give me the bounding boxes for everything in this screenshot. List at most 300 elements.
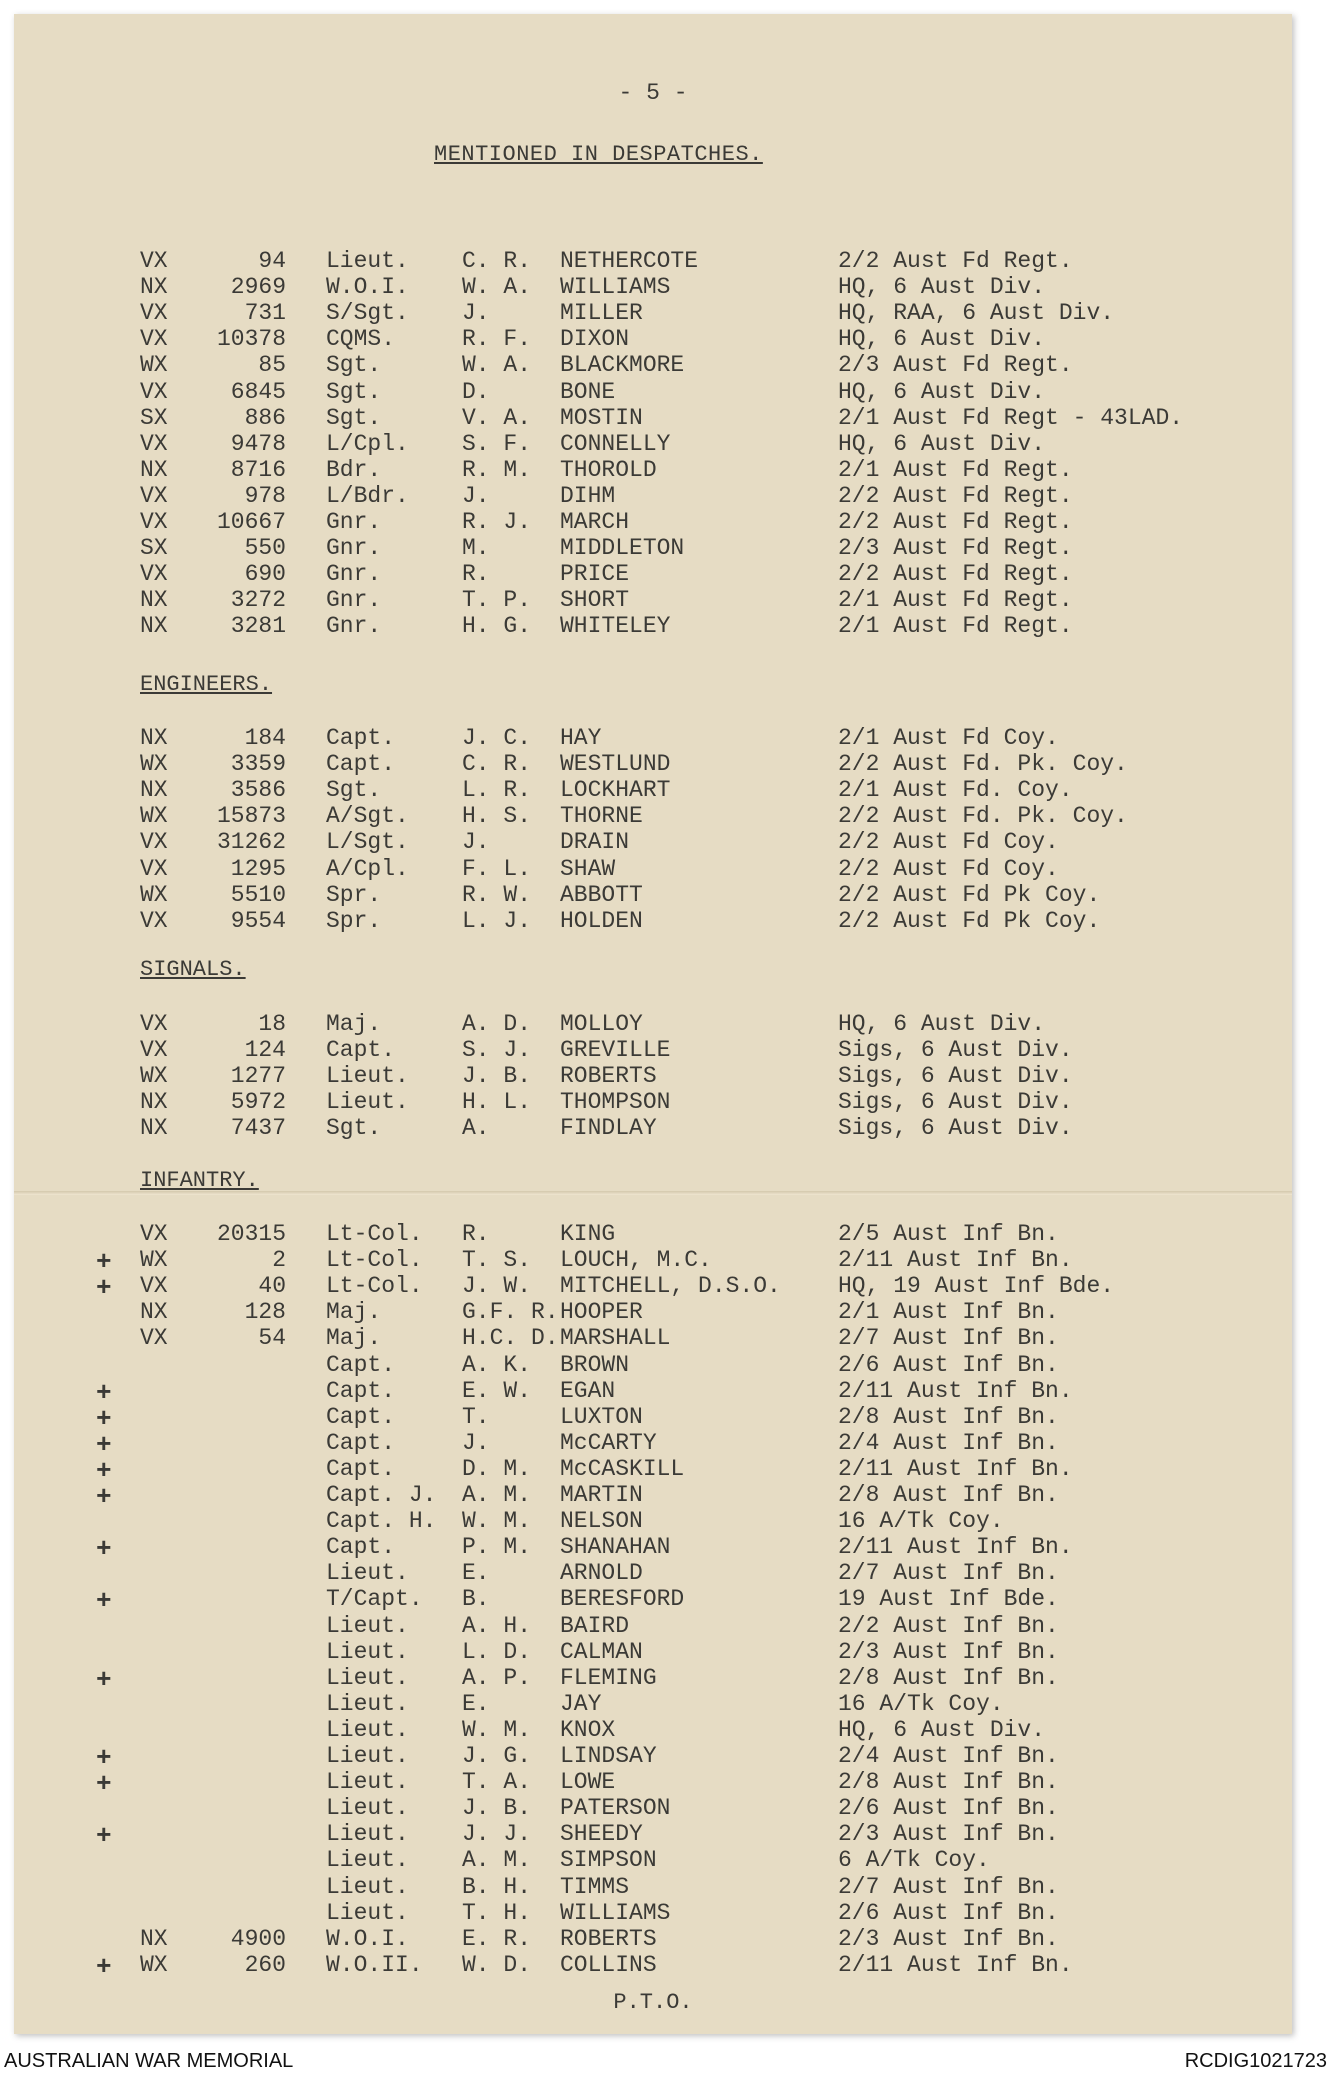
rank: Sgt. bbox=[326, 777, 382, 803]
initials: L. D. bbox=[462, 1639, 532, 1665]
surname: JAY bbox=[560, 1691, 602, 1717]
list-item bbox=[14, 613, 1292, 639]
service-prefix: VX bbox=[140, 431, 168, 457]
initials: E. bbox=[462, 1560, 490, 1586]
initials: S. J. bbox=[462, 1037, 532, 1063]
handwritten-cross-mark: + bbox=[96, 1482, 112, 1512]
list-item bbox=[14, 777, 1292, 803]
surname: MARSHALL bbox=[560, 1325, 671, 1351]
surname: WILLIAMS bbox=[560, 1900, 671, 1926]
surname: CONNELLY bbox=[560, 431, 671, 457]
handwritten-cross-mark: + bbox=[96, 1378, 112, 1408]
surname: KNOX bbox=[560, 1717, 616, 1743]
list-item bbox=[14, 379, 1292, 405]
handwritten-cross-mark: + bbox=[96, 1430, 112, 1460]
service-number: 10378 bbox=[216, 326, 286, 352]
unit: 2/3 Aust Fd Regt. bbox=[838, 352, 1073, 378]
list-item bbox=[14, 1378, 1292, 1408]
unit: 16 A/Tk Coy. bbox=[838, 1691, 1004, 1717]
list-item bbox=[14, 587, 1292, 613]
initials: R. bbox=[462, 1221, 490, 1247]
rank: Lieut. bbox=[326, 1560, 409, 1586]
service-prefix: NX bbox=[140, 1926, 168, 1952]
unit: 2/4 Aust Inf Bn. bbox=[838, 1430, 1059, 1456]
unit: 16 A/Tk Coy. bbox=[838, 1508, 1004, 1534]
initials: T. P. bbox=[462, 587, 532, 613]
handwritten-cross-mark: + bbox=[96, 1456, 112, 1486]
service-number: 3281 bbox=[230, 613, 286, 639]
service-number: 184 bbox=[244, 725, 286, 751]
unit: HQ, 6 Aust Div. bbox=[838, 431, 1046, 457]
rank: Lt-Col. bbox=[326, 1247, 423, 1273]
surname: DIXON bbox=[560, 326, 630, 352]
rank: Spr. bbox=[326, 882, 382, 908]
surname: DIHM bbox=[560, 483, 616, 509]
initials: V. A. bbox=[462, 405, 532, 431]
document-title: MENTIONED IN DESPATCHES. bbox=[434, 142, 763, 167]
rank: Capt. bbox=[326, 1378, 396, 1404]
surname: SHEEDY bbox=[560, 1821, 643, 1847]
initials: T. bbox=[462, 1404, 490, 1430]
service-number: 3272 bbox=[230, 587, 286, 613]
surname: TIMMS bbox=[560, 1874, 630, 1900]
initials: H. L. bbox=[462, 1089, 532, 1115]
initials: C. R. bbox=[462, 248, 532, 274]
rank: A/Cpl. bbox=[326, 856, 409, 882]
rank: Maj. bbox=[326, 1011, 382, 1037]
rank: L/Sgt. bbox=[326, 829, 409, 855]
service-prefix: NX bbox=[140, 457, 168, 483]
service-number: 5972 bbox=[230, 1089, 286, 1115]
unit: 2/7 Aust Inf Bn. bbox=[838, 1560, 1059, 1586]
list-item bbox=[14, 1352, 1292, 1378]
service-prefix: WX bbox=[140, 751, 168, 777]
service-number: 6845 bbox=[230, 379, 286, 405]
service-number: 85 bbox=[258, 352, 286, 378]
unit: 2/6 Aust Inf Bn. bbox=[838, 1900, 1059, 1926]
initials: E. W. bbox=[462, 1378, 532, 1404]
surname: BONE bbox=[560, 379, 616, 405]
initials: J. B. bbox=[462, 1063, 532, 1089]
list-item bbox=[14, 1325, 1292, 1351]
initials: R. F. bbox=[462, 326, 532, 352]
surname: MOSTIN bbox=[560, 405, 643, 431]
initials: A. K. bbox=[462, 1352, 532, 1378]
list-item bbox=[14, 248, 1292, 274]
surname: PRICE bbox=[560, 561, 630, 587]
unit: 2/4 Aust Inf Bn. bbox=[838, 1743, 1059, 1769]
unit: 2/3 Aust Fd Regt. bbox=[838, 535, 1073, 561]
rank: Gnr. bbox=[326, 613, 382, 639]
service-prefix: NX bbox=[140, 725, 168, 751]
initials: T. S. bbox=[462, 1247, 532, 1273]
surname: BROWN bbox=[560, 1352, 630, 1378]
surname: ROBERTS bbox=[560, 1926, 657, 1952]
rank: Capt. H. bbox=[326, 1508, 437, 1534]
surname: DRAIN bbox=[560, 829, 630, 855]
rank: Capt. bbox=[326, 1404, 396, 1430]
service-number: 5510 bbox=[230, 882, 286, 908]
rank: Sgt. bbox=[326, 1115, 382, 1141]
rank: Capt. bbox=[326, 725, 396, 751]
service-prefix: VX bbox=[140, 908, 168, 934]
rank: Bdr. bbox=[326, 457, 382, 483]
service-number: 128 bbox=[244, 1299, 286, 1325]
unit: HQ, 6 Aust Div. bbox=[838, 1717, 1046, 1743]
surname: BLACKMORE bbox=[560, 352, 685, 378]
surname: ABBOTT bbox=[560, 882, 643, 908]
handwritten-cross-mark: + bbox=[96, 1821, 112, 1851]
service-prefix: WX bbox=[140, 882, 168, 908]
list-item bbox=[14, 1404, 1292, 1434]
surname: WESTLUND bbox=[560, 751, 671, 777]
unit: 2/2 Aust Fd. Pk. Coy. bbox=[838, 751, 1128, 777]
list-item bbox=[14, 1743, 1292, 1773]
rank: Capt. bbox=[326, 751, 396, 777]
rank: W.O.I. bbox=[326, 1926, 409, 1952]
rank: Gnr. bbox=[326, 509, 382, 535]
surname: FINDLAY bbox=[560, 1115, 657, 1141]
service-number: 2969 bbox=[230, 274, 286, 300]
surname: NELSON bbox=[560, 1508, 643, 1534]
list-item bbox=[14, 1221, 1292, 1247]
rank: Lieut. bbox=[326, 1769, 409, 1795]
service-prefix: WX bbox=[140, 803, 168, 829]
unit: HQ, 6 Aust Div. bbox=[838, 326, 1046, 352]
initials: E. R. bbox=[462, 1926, 532, 1952]
section-heading: INFANTRY. bbox=[140, 1168, 259, 1193]
unit: 2/11 Aust Inf Bn. bbox=[838, 1378, 1073, 1404]
initials: J. C. bbox=[462, 725, 532, 751]
service-number: 3359 bbox=[230, 751, 286, 777]
service-number: 94 bbox=[258, 248, 286, 274]
rank: Lieut. bbox=[326, 1821, 409, 1847]
rank: A/Sgt. bbox=[326, 803, 409, 829]
list-item bbox=[14, 1900, 1292, 1926]
service-prefix: WX bbox=[140, 352, 168, 378]
surname: ROBERTS bbox=[560, 1063, 657, 1089]
list-item bbox=[14, 1299, 1292, 1325]
surname: SHAW bbox=[560, 856, 616, 882]
surname: MARCH bbox=[560, 509, 630, 535]
unit: 2/1 Aust Inf Bn. bbox=[838, 1299, 1059, 1325]
service-prefix: VX bbox=[140, 856, 168, 882]
service-number: 18 bbox=[258, 1011, 286, 1037]
surname: MARTIN bbox=[560, 1482, 643, 1508]
list-item bbox=[14, 725, 1292, 751]
unit: 2/1 Aust Fd Regt. bbox=[838, 587, 1073, 613]
surname: PATERSON bbox=[560, 1795, 671, 1821]
service-prefix: VX bbox=[140, 1011, 168, 1037]
list-item bbox=[14, 1011, 1292, 1037]
initials: W. M. bbox=[462, 1717, 532, 1743]
initials: L. R. bbox=[462, 777, 532, 803]
list-item bbox=[14, 509, 1292, 535]
list-item bbox=[14, 856, 1292, 882]
surname: WHITELEY bbox=[560, 613, 671, 639]
rank: Lieut. bbox=[326, 1063, 409, 1089]
handwritten-cross-mark: + bbox=[96, 1769, 112, 1799]
unit: 2/3 Aust Inf Bn. bbox=[838, 1926, 1059, 1952]
unit: Sigs, 6 Aust Div. bbox=[838, 1115, 1073, 1141]
please-turn-over: P.T.O. bbox=[613, 1990, 693, 2015]
unit: 2/2 Aust Fd Pk Coy. bbox=[838, 908, 1101, 934]
initials: A. P. bbox=[462, 1665, 532, 1691]
list-item bbox=[14, 274, 1292, 300]
list-item bbox=[14, 1847, 1292, 1873]
service-number: 2 bbox=[272, 1247, 286, 1273]
list-item bbox=[14, 1613, 1292, 1639]
rank: Maj. bbox=[326, 1325, 382, 1351]
service-number: 7437 bbox=[230, 1115, 286, 1141]
service-prefix: WX bbox=[140, 1952, 168, 1978]
initials: D. bbox=[462, 379, 490, 405]
initials: H. S. bbox=[462, 803, 532, 829]
list-item bbox=[14, 1115, 1292, 1141]
service-number: 40 bbox=[258, 1273, 286, 1299]
initials: W. D. bbox=[462, 1952, 532, 1978]
unit: 2/3 Aust Inf Bn. bbox=[838, 1821, 1059, 1847]
rank: W.O.I. bbox=[326, 274, 409, 300]
service-number: 260 bbox=[244, 1952, 286, 1978]
rank: Capt. bbox=[326, 1037, 396, 1063]
unit: 2/6 Aust Inf Bn. bbox=[838, 1795, 1059, 1821]
rank: Lieut. bbox=[326, 1639, 409, 1665]
service-prefix: VX bbox=[140, 483, 168, 509]
section-heading: ENGINEERS. bbox=[140, 672, 273, 697]
list-item bbox=[14, 1586, 1292, 1616]
surname: NETHERCOTE bbox=[560, 248, 699, 274]
list-item bbox=[14, 1952, 1292, 1982]
service-number: 731 bbox=[244, 300, 286, 326]
initials: W. A. bbox=[462, 352, 532, 378]
surname: SIMPSON bbox=[560, 1847, 657, 1873]
service-prefix: NX bbox=[140, 1089, 168, 1115]
rank: Capt. bbox=[326, 1456, 396, 1482]
list-item bbox=[14, 405, 1292, 431]
initials: F. L. bbox=[462, 856, 532, 882]
section-heading: SIGNALS. bbox=[140, 957, 246, 982]
initials: D. M. bbox=[462, 1456, 532, 1482]
list-item bbox=[14, 1430, 1292, 1460]
initials: E. bbox=[462, 1691, 490, 1717]
unit: 2/2 Aust Fd Regt. bbox=[838, 483, 1073, 509]
unit: 2/5 Aust Inf Bn. bbox=[838, 1221, 1059, 1247]
list-item bbox=[14, 1456, 1292, 1486]
list-item bbox=[14, 561, 1292, 587]
service-number: 550 bbox=[244, 535, 286, 561]
list-item bbox=[14, 882, 1292, 908]
surname: LOWE bbox=[560, 1769, 616, 1795]
list-item bbox=[14, 1769, 1292, 1799]
initials: G.F. R. bbox=[462, 1299, 559, 1325]
rank: Maj. bbox=[326, 1299, 382, 1325]
surname: HOOPER bbox=[560, 1299, 643, 1325]
rank: Capt. J. bbox=[326, 1482, 437, 1508]
initials: J. W. bbox=[462, 1273, 532, 1299]
service-prefix: VX bbox=[140, 561, 168, 587]
unit: 2/2 Aust Fd Coy. bbox=[838, 829, 1059, 855]
unit: 2/6 Aust Inf Bn. bbox=[838, 1352, 1059, 1378]
list-item bbox=[14, 1482, 1292, 1512]
service-number: 978 bbox=[244, 483, 286, 509]
list-item bbox=[14, 803, 1292, 829]
rank: CQMS. bbox=[326, 326, 396, 352]
rank: Sgt. bbox=[326, 405, 382, 431]
surname: MILLER bbox=[560, 300, 643, 326]
unit: Sigs, 6 Aust Div. bbox=[838, 1089, 1073, 1115]
surname: THOROLD bbox=[560, 457, 657, 483]
unit: 2/1 Aust Fd Coy. bbox=[838, 725, 1059, 751]
unit: 2/8 Aust Inf Bn. bbox=[838, 1482, 1059, 1508]
list-item bbox=[14, 1665, 1292, 1695]
surname: MITCHELL, D.S.O. bbox=[560, 1273, 781, 1299]
rank: Lieut. bbox=[326, 1717, 409, 1743]
rank: Sgt. bbox=[326, 379, 382, 405]
service-prefix: WX bbox=[140, 1063, 168, 1089]
rank: Lieut. bbox=[326, 1900, 409, 1926]
service-number: 3586 bbox=[230, 777, 286, 803]
list-item bbox=[14, 457, 1292, 483]
list-item bbox=[14, 1874, 1292, 1900]
rank: Lieut. bbox=[326, 1847, 409, 1873]
rank: Gnr. bbox=[326, 535, 382, 561]
service-number: 54 bbox=[258, 1325, 286, 1351]
unit: 2/2 Aust Fd Regt. bbox=[838, 561, 1073, 587]
footer-record-id: RCDIG1021723 bbox=[1184, 2050, 1327, 2072]
rank: S/Sgt. bbox=[326, 300, 409, 326]
page-number: - 5 - bbox=[618, 80, 688, 106]
initials: L. J. bbox=[462, 908, 532, 934]
initials: C. R. bbox=[462, 751, 532, 777]
handwritten-cross-mark: + bbox=[96, 1534, 112, 1564]
rank: Sgt. bbox=[326, 352, 382, 378]
surname: McCASKILL bbox=[560, 1456, 685, 1482]
list-item bbox=[14, 1821, 1292, 1851]
initials: J. bbox=[462, 483, 490, 509]
service-prefix: NX bbox=[140, 1115, 168, 1141]
initials: A. M. bbox=[462, 1847, 532, 1873]
list-item bbox=[14, 1534, 1292, 1564]
unit: 6 A/Tk Coy. bbox=[838, 1847, 990, 1873]
surname: KING bbox=[560, 1221, 616, 1247]
unit: Sigs, 6 Aust Div. bbox=[838, 1037, 1073, 1063]
unit: 19 Aust Inf Bde. bbox=[838, 1586, 1059, 1612]
handwritten-cross-mark: + bbox=[96, 1273, 112, 1303]
list-item bbox=[14, 431, 1292, 457]
surname: HOLDEN bbox=[560, 908, 643, 934]
surname: SHORT bbox=[560, 587, 630, 613]
surname: THOMPSON bbox=[560, 1089, 671, 1115]
service-prefix: NX bbox=[140, 587, 168, 613]
service-prefix: NX bbox=[140, 613, 168, 639]
service-number: 31262 bbox=[216, 829, 286, 855]
surname: LOUCH, M.C. bbox=[560, 1247, 712, 1273]
service-prefix: NX bbox=[140, 777, 168, 803]
list-item bbox=[14, 1089, 1292, 1115]
unit: HQ, RAA, 6 Aust Div. bbox=[838, 300, 1115, 326]
initials: J. J. bbox=[462, 1821, 532, 1847]
rank: L/Bdr. bbox=[326, 483, 409, 509]
list-item bbox=[14, 326, 1292, 352]
rank: Lieut. bbox=[326, 1613, 409, 1639]
rank: Capt. bbox=[326, 1430, 396, 1456]
initials: W. M. bbox=[462, 1508, 532, 1534]
service-number: 8716 bbox=[230, 457, 286, 483]
initials: J. bbox=[462, 1430, 490, 1456]
surname: HAY bbox=[560, 725, 602, 751]
list-item bbox=[14, 1926, 1292, 1952]
rank: Lieut. bbox=[326, 1795, 409, 1821]
unit: 2/11 Aust Inf Bn. bbox=[838, 1534, 1073, 1560]
initials: T. H. bbox=[462, 1900, 532, 1926]
handwritten-cross-mark: + bbox=[96, 1586, 112, 1616]
service-number: 690 bbox=[244, 561, 286, 587]
list-item bbox=[14, 1273, 1292, 1303]
service-prefix: SX bbox=[140, 535, 168, 561]
service-prefix: VX bbox=[140, 1037, 168, 1063]
service-number: 9554 bbox=[230, 908, 286, 934]
unit: 2/2 Aust Fd. Pk. Coy. bbox=[838, 803, 1128, 829]
unit: 2/11 Aust Inf Bn. bbox=[838, 1952, 1073, 1978]
service-prefix: VX bbox=[140, 248, 168, 274]
service-prefix: VX bbox=[140, 829, 168, 855]
unit: 2/1 Aust Fd Regt. bbox=[838, 613, 1073, 639]
unit: 2/7 Aust Inf Bn. bbox=[838, 1874, 1059, 1900]
surname: McCARTY bbox=[560, 1430, 657, 1456]
rank: Lieut. bbox=[326, 248, 409, 274]
initials: R. J. bbox=[462, 509, 532, 535]
unit: 2/2 Aust Inf Bn. bbox=[838, 1613, 1059, 1639]
rank: Gnr. bbox=[326, 587, 382, 613]
unit: HQ, 6 Aust Div. bbox=[838, 274, 1046, 300]
service-prefix: VX bbox=[140, 1325, 168, 1351]
service-prefix: VX bbox=[140, 300, 168, 326]
service-prefix: VX bbox=[140, 1273, 168, 1299]
rank: Spr. bbox=[326, 908, 382, 934]
surname: COLLINS bbox=[560, 1952, 657, 1978]
unit: 2/1 Aust Fd Regt - 43LAD. bbox=[838, 405, 1184, 431]
list-item bbox=[14, 908, 1292, 934]
list-item bbox=[14, 1639, 1292, 1665]
service-prefix: WX bbox=[140, 1247, 168, 1273]
initials: J. B. bbox=[462, 1795, 532, 1821]
surname: SHANAHAN bbox=[560, 1534, 671, 1560]
service-prefix: NX bbox=[140, 1299, 168, 1325]
list-item bbox=[14, 300, 1292, 326]
service-prefix: NX bbox=[140, 274, 168, 300]
surname: LINDSAY bbox=[560, 1743, 657, 1769]
rank: T/Capt. bbox=[326, 1586, 423, 1612]
handwritten-cross-mark: + bbox=[96, 1247, 112, 1277]
surname: GREVILLE bbox=[560, 1037, 671, 1063]
service-prefix: VX bbox=[140, 1221, 168, 1247]
initials: R. bbox=[462, 561, 490, 587]
surname: FLEMING bbox=[560, 1665, 657, 1691]
rank: Lieut. bbox=[326, 1691, 409, 1717]
unit: 2/8 Aust Inf Bn. bbox=[838, 1404, 1059, 1430]
surname: EGAN bbox=[560, 1378, 616, 1404]
handwritten-cross-mark: + bbox=[96, 1404, 112, 1434]
initials: H. G. bbox=[462, 613, 532, 639]
handwritten-cross-mark: + bbox=[96, 1952, 112, 1982]
unit: 2/2 Aust Fd Coy. bbox=[838, 856, 1059, 882]
document-page bbox=[14, 14, 1292, 2034]
surname: BAIRD bbox=[560, 1613, 630, 1639]
service-prefix: VX bbox=[140, 326, 168, 352]
service-number: 886 bbox=[244, 405, 286, 431]
rank: Lieut. bbox=[326, 1743, 409, 1769]
